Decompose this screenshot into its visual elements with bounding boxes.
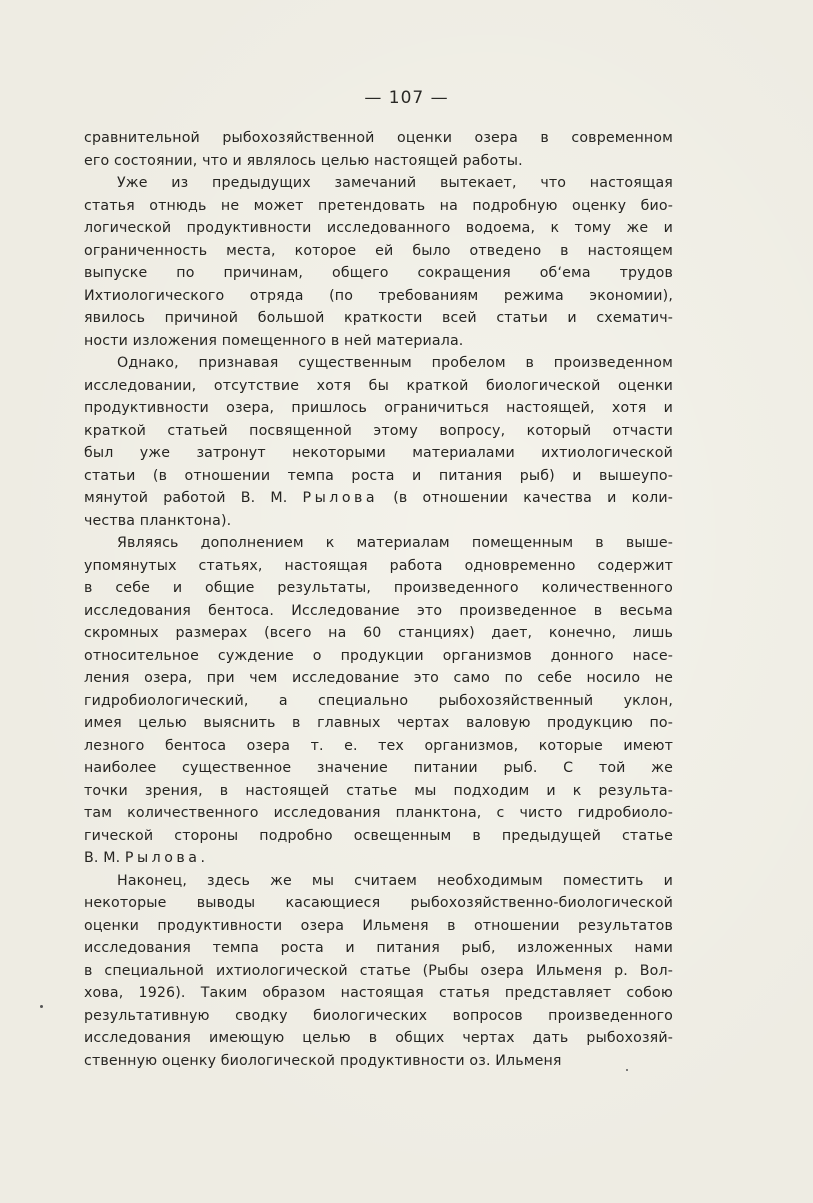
- text-line: логической продуктивности исследованного водоема, к тому же и: [84, 220, 673, 236]
- text-line: упомянутых статьях, настоящая работа одновременно содержит: [84, 557, 673, 574]
- text-line: исследования бентоса. Исследование это произведенное в весьма: [84, 602, 673, 619]
- text-line: наиболее существенное значение питании рыб. С той же: [84, 760, 673, 776]
- page-number: — 107 —: [364, 88, 449, 108]
- print-speck: [626, 1069, 628, 1071]
- text-line: точки зрения, в настоящей статье мы подходим и к результа-: [84, 782, 673, 799]
- text-segment: мянутой работой В. М.: [84, 490, 303, 506]
- paragraph: [84, 127, 673, 172]
- body-text: [84, 127, 673, 1072]
- text-line: чества планктона).: [84, 512, 232, 529]
- text-line: там количественного исследования планктона, с чисто гидробиоло-: [84, 805, 673, 821]
- text-line: Уже из предыдущих замечаний вытекает, что настоящая: [117, 175, 673, 191]
- text-line: оценки продуктивности озера Ильменя в отношении результатов: [84, 917, 673, 934]
- text-line: статья отнюдь не может претендовать на подробную оценку био-: [84, 197, 673, 214]
- text-line: Являясь дополнением к материалам помещенным в выше-: [117, 535, 673, 551]
- paragraph: [84, 532, 673, 870]
- text-line: исследования имеющую целью в общих чертах дать рыбохозяй-: [84, 1030, 673, 1046]
- text-line: относительное суждение о продукции организмов донного насе-: [84, 647, 673, 664]
- text-line: статьи (в отношении темпа роста и питания рыб) и вышеупо-: [84, 467, 673, 484]
- text-line: краткой статьей посвященной этому вопросу, который отчасти: [84, 422, 673, 439]
- text-line: хова, 1926). Таким образом настоящая статья представляет собою: [84, 985, 673, 1001]
- text-line: Ихтиологического отряда (по требованиям режима экономии),: [84, 287, 673, 304]
- print-speck: [40, 1005, 43, 1008]
- text-line: имея целью выяснить в главных чертах валовую продукцию по-: [84, 715, 673, 731]
- paragraph: [84, 870, 673, 1073]
- text-line: выпуске по причинам, общего сокращения об‘ема трудов: [84, 265, 673, 281]
- text-line: гидробиологический, а специально рыбохозяйственный уклон,: [84, 692, 673, 709]
- paragraph: [84, 352, 673, 532]
- text-line: Наконец, здесь же мы считаем необходимым поместить и: [117, 872, 673, 889]
- text-line: ограниченность места, которое ей было отведено в настоящем: [84, 242, 673, 259]
- paragraph: [84, 172, 673, 352]
- text-line: сравнительной рыбохозяйственной оценки озера в современном: [84, 130, 673, 146]
- text-line: был уже затронут некоторыми материалами ихтиологической: [84, 445, 673, 461]
- text-line: его состоянии, что и являлось целью настоящей работы.: [84, 152, 523, 169]
- text-line: [84, 487, 673, 510]
- text-line: в себе и общие результаты, произведенного количественного: [84, 580, 673, 596]
- text-line: исследования темпа роста и питания рыб, изложенных нами: [84, 940, 673, 956]
- text-segment: (в отношении качества и коли-: [378, 490, 673, 506]
- text-line: [84, 847, 673, 870]
- text-line: исследовании, отсутствие хотя бы краткой биологической оценки: [84, 377, 673, 394]
- text-line: скромных размерах (всего на 60 станциях) дает, конечно, лишь: [84, 625, 673, 641]
- text-line: ления озера, при чем исследование это само по себе носило не: [84, 670, 673, 686]
- author-name: Рылова: [124, 850, 201, 866]
- text-line: результативную сводку биологических вопросов произведенного: [84, 1007, 673, 1024]
- text-line: гической стороны подробно освещенным в предыдущей статье: [84, 827, 673, 844]
- author-name: Рылова: [302, 490, 379, 506]
- text-segment: В. М.: [84, 850, 125, 866]
- text-line: Однако, признавая существенным пробелом в произведенном: [117, 355, 673, 371]
- text-line: продуктивности озера, пришлось ограничиться настоящей, хотя и: [84, 400, 673, 416]
- text-line: некоторые выводы касающиеся рыбохозяйственно-биологической: [84, 895, 673, 911]
- text-segment: .: [200, 850, 206, 866]
- text-line: явилось причиной большой краткости всей статьи и схематич-: [84, 310, 673, 326]
- text-line: лезного бентоса озера т. е. тех организмов, которые имеют: [84, 737, 673, 754]
- text-line: в специальной ихтиологической статье (Рыбы озера Ильменя р. Вол-: [84, 962, 673, 979]
- text-line: ности изложения помещенного в ней материала.: [84, 332, 464, 349]
- text-line: ственную оценку биологической продуктивности оз. Ильменя: [84, 1052, 562, 1069]
